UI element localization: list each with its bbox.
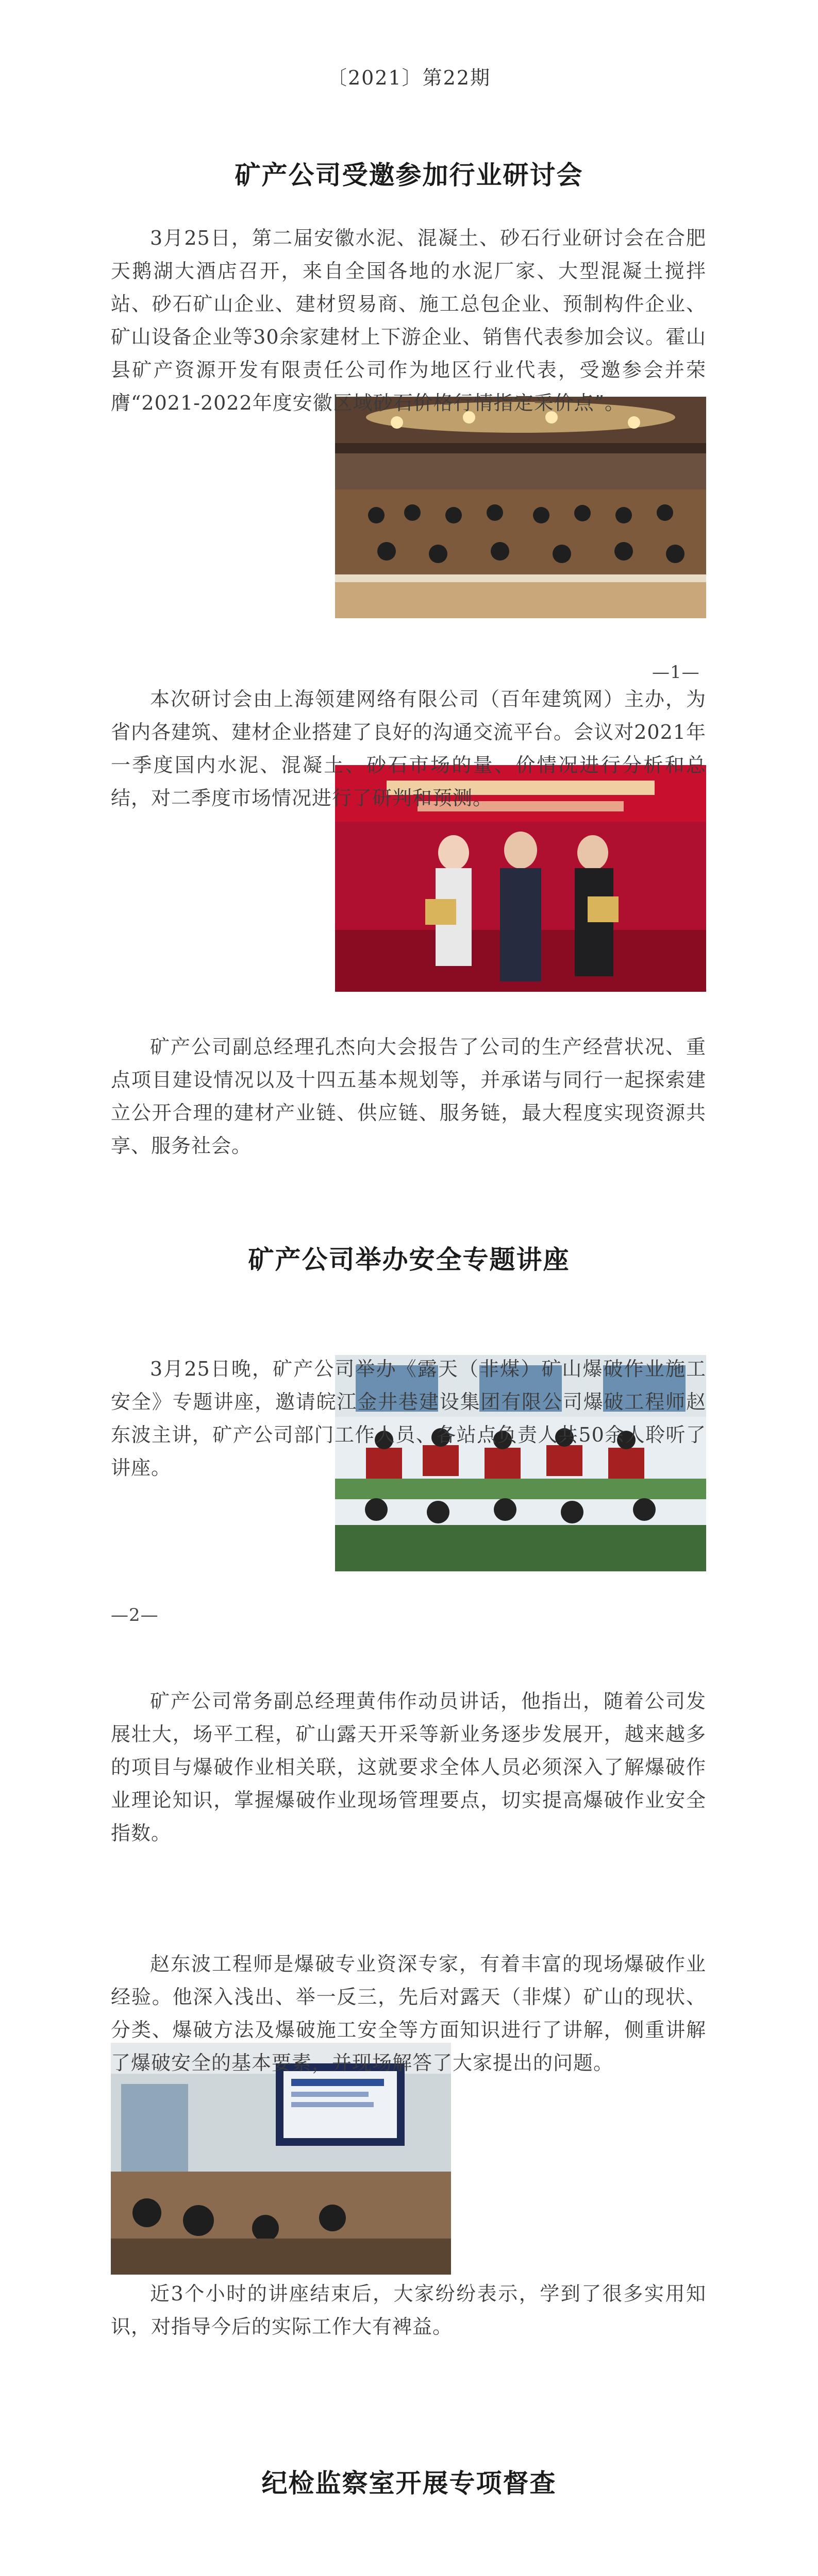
article-2-paragraph-1: 3月25日晚，矿产公司举办《露天（非煤）矿山爆破作业施工安全》专题讲座，邀请皖江金井巷建设集团有限公司爆破工程师赵东波主讲，矿产公司部门工作人员、各站点负责人共50余人聆听了讲座。	[111, 1358, 706, 1479]
article-1-title: 矿产公司受邀参加行业研讨会	[235, 160, 583, 190]
conference-hall-photo	[335, 397, 706, 618]
article-3-title: 纪检监察室开展专项督查	[261, 2468, 557, 2498]
page-marker-2: —2—	[111, 1605, 159, 1625]
article-2-title: 矿产公司举办安全专题讲座	[248, 1244, 570, 1275]
page-marker-1: —1—	[652, 662, 700, 683]
article-1-paragraph-1: 3月25日，第二届安徽水泥、混凝土、砂石行业研讨会在合肥天鹅湖大酒店召开，来自全国各地的水泥厂家、大型混凝土搅拌站、砂石矿山企业、建材贸易商、施工总包企业、预制构件企业、矿山设备企业等30余家建材上下游企业、销售代表参加会议。霍山县矿产资源开发有限责任公司作为地区行业代表，受邀参会并荣膺“2021-2022年度安徽区域砂石价格行情指定采价点”。	[111, 227, 706, 414]
article-1-paragraph-3: 矿产公司副总经理孔杰向大会报告了公司的生产经营状况、重点项目建设情况以及十四五基本规划等，并承诺与同行一起探索建立公开合理的建材产业链、供应链、服务链，最大程度实现资源共享、服务社会。	[111, 1036, 706, 1157]
article-1-paragraph-2: 本次研讨会由上海领建网络有限公司（百年建筑网）主办，为省内各建筑、建材企业搭建了良好的沟通交流平台。会议对2021年一季度国内水泥、混凝土、砂石市场的量、价情况进行分析和总结，对二季度市场情况进行了研判和预测。	[111, 688, 706, 809]
article-2-paragraph-3: 赵东波工程师是爆破专业资深专家，有着丰富的现场爆破作业经验。他深入浅出、举一反三，先后对露天（非煤）矿山的现状、分类、爆破方法及爆破施工安全等方面知识进行了讲解，侧重讲解了爆破安全的基本要素，并现场解答了大家提出的问题。	[111, 1953, 706, 2074]
article-3-paragraph-1	[111, 2571, 706, 2576]
article-2-paragraph-4: 近3个小时的讲座结束后，大家纷纷表示，学到了很多实用知识，对指导今后的实际工作大有裨益。	[111, 2282, 706, 2338]
issue-number: 〔2021〕第22期	[327, 66, 491, 89]
article-2-paragraph-2: 矿产公司常务副总经理黄伟作动员讲话，他指出，随着公司发展壮大，场平工程，矿山露天开采等新业务逐步发展开，越来越多的项目与爆破作业相关联，这就要求全体人员必须深入了解爆破作业理论知识，掌握爆破作业现场管理要点，切实提高爆破作业安全指数。	[111, 1690, 706, 1844]
